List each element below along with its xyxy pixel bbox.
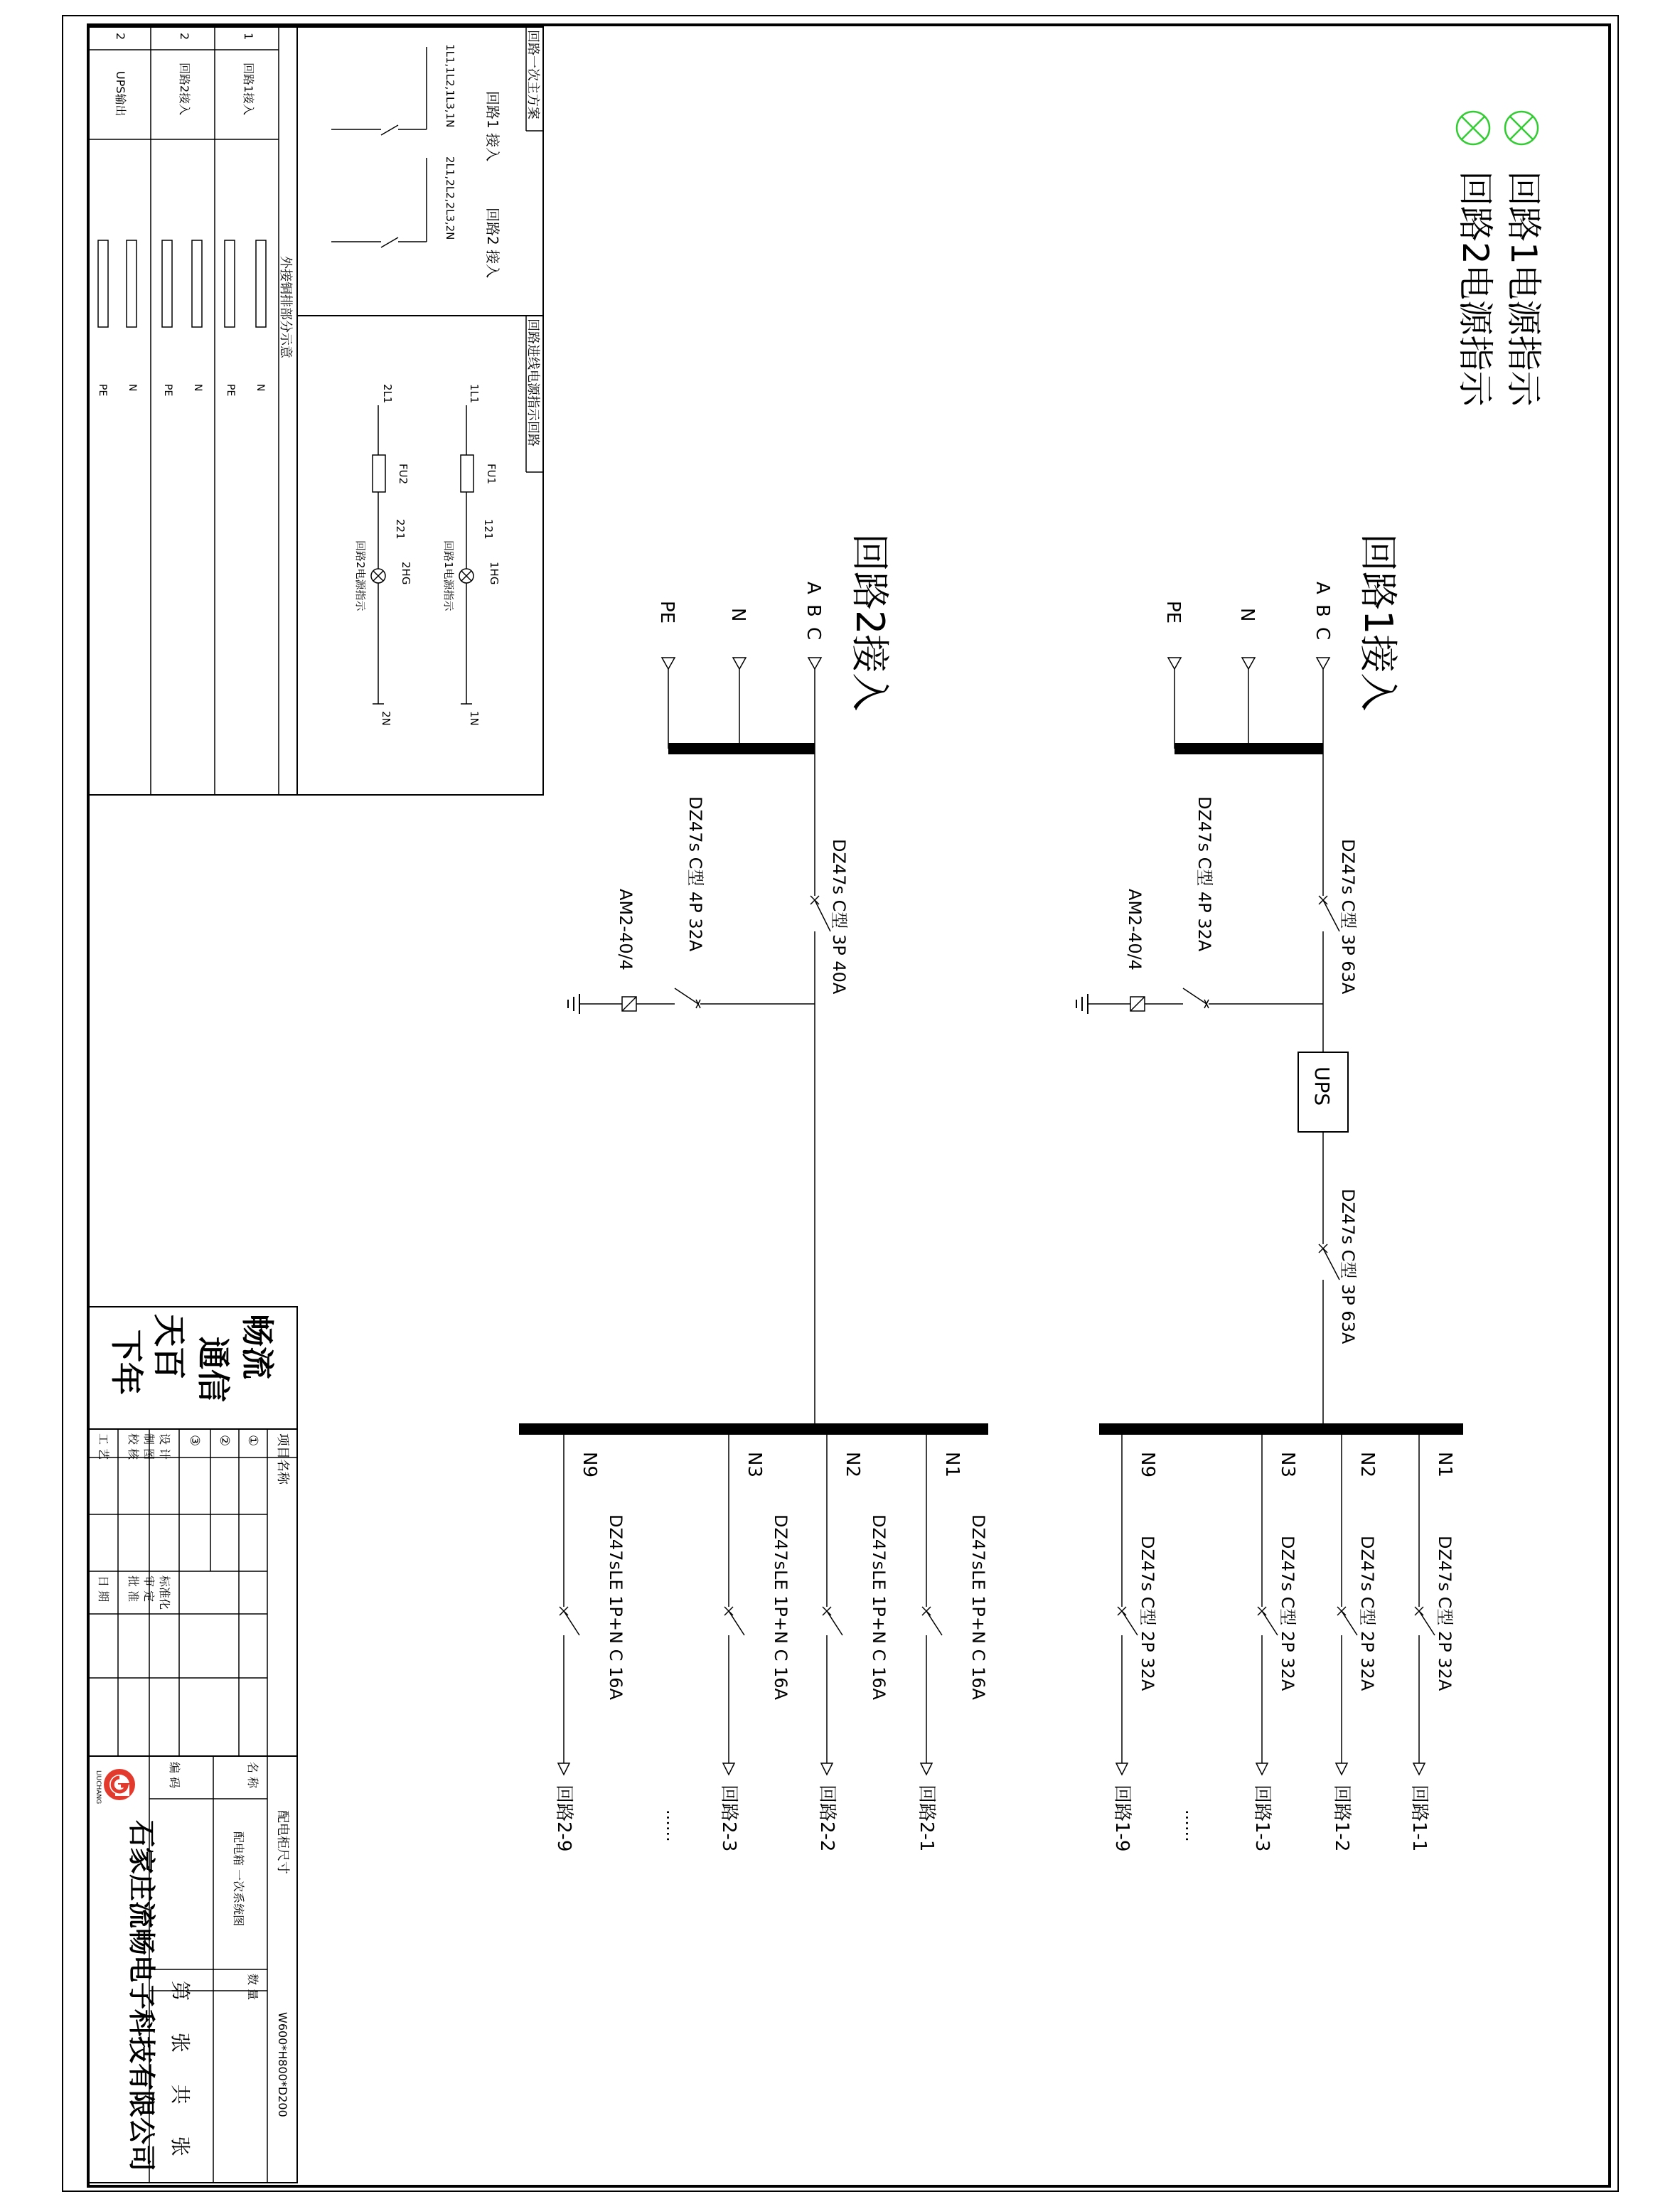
terminal-row2-no: 2 [178, 33, 191, 41]
branch-breaker-label: DZ47s C型 2P 32A [1278, 1536, 1298, 1691]
fuse-1-icon [461, 455, 473, 492]
busbar-icon [192, 240, 202, 327]
tb-c2: ② [217, 1435, 232, 1447]
circuit-2-spd-breaker-icon [636, 988, 700, 1008]
tb-cabinet-size: 配电柜尺寸 [275, 1810, 290, 1874]
ind-row2-src: 2L1 [381, 384, 394, 404]
ind-row1-desc: 回路1电源指示 [442, 540, 455, 611]
scheme-box-title: 回路一次主方案 [525, 30, 540, 119]
circuit-1-ellipsis: ...... [1182, 1809, 1202, 1842]
branch-id: N9 [1137, 1452, 1158, 1477]
circuit-2-branch-n2 [816, 1429, 889, 1851]
circuit-1 [1076, 533, 1463, 1851]
branch-output-label: 回路2-3 [718, 1785, 739, 1852]
branch-id: N1 [1434, 1452, 1455, 1477]
branch-breaker-label: DZ47s C型 2P 32A [1357, 1536, 1377, 1691]
terminal-row3-t1: N [127, 384, 138, 392]
inner-frame [88, 25, 1610, 2186]
circuit-2-pe-label: PE [656, 601, 678, 624]
lamp-2-icon [371, 569, 385, 583]
terminal-row3-no: 2 [114, 33, 127, 41]
circuit-1-ups-breaker-icon [1319, 1244, 1339, 1429]
tb-approve: 批 准 [127, 1576, 140, 1603]
tb-project-name: 项目名称 [275, 1433, 290, 1485]
indicator-lamp-1-icon [1505, 112, 1538, 144]
tb-design: 设 计 [158, 1433, 171, 1460]
tb-review: 审 定 [142, 1576, 156, 1603]
circuit-1-pe-label: PE [1162, 601, 1184, 624]
circuit-2-spd-breaker-label: DZ47s C型 4P 32A [685, 796, 705, 952]
tb-qty: 数 量 [246, 1974, 260, 2001]
tb-dimension: W600*H800*D200 [276, 2012, 289, 2117]
ind-row2-ret: 2N [380, 711, 392, 726]
ind-row1-src: 1L1 [468, 384, 481, 404]
ind-row1-lamp: 1HG [488, 562, 501, 585]
circuit-1-branch-n9 [1111, 1429, 1158, 1851]
branch-id: N3 [1277, 1452, 1298, 1477]
circuit-2-branch-n1 [916, 1429, 988, 1851]
branch-id: N9 [579, 1452, 600, 1477]
busbar-icon [127, 240, 137, 327]
ind-row2-desc: 回路2电源指示 [354, 540, 367, 611]
circuit-1-ups-breaker-label: DZ47s C型 3P 63A [1338, 1189, 1358, 1344]
circuit-2-ground-icon [568, 994, 579, 1014]
tb-standard: 标准化 [158, 1576, 171, 1610]
circuit-2-phase-a: A [803, 582, 824, 594]
busbar-icon [256, 240, 266, 327]
busbar-icon [162, 240, 172, 327]
branch-breaker-label: DZ47s C型 2P 32A [1138, 1536, 1157, 1691]
ind-row1-ret: 1N [468, 711, 481, 726]
branch-output-label: 回路1-1 [1408, 1785, 1430, 1852]
circuit-2-title: 回路2接入 [847, 533, 892, 712]
circuit-2-main-breaker-icon [810, 896, 830, 1429]
circuit-2-main-breaker-label: DZ47s C型 3P 40A [829, 839, 849, 995]
circuit-2-terminal-abc-icon [808, 658, 821, 669]
terminal-table [88, 27, 297, 795]
scheme-switch-2-icon [331, 237, 427, 247]
circuit-2-branch-n9 [553, 1429, 626, 1851]
indicator-label-1: 回路1电源指示 [1503, 171, 1544, 407]
tb-drawing-name: 配电箱 一次系统图 [232, 1831, 245, 1927]
branch-breaker-label: DZ47sLE 1P+N C 16A [771, 1514, 791, 1700]
circuit-2-n-label: N [727, 608, 749, 622]
circuit-1-n-label: N [1236, 608, 1258, 622]
fuse-2-icon [373, 455, 385, 492]
ind-row1-fuse: FU1 [485, 464, 498, 485]
branch-breaker-label: DZ47sLE 1P+N C 16A [606, 1514, 626, 1700]
branch-id: N3 [744, 1452, 765, 1477]
terminal-row3-t2: PE [97, 384, 108, 397]
scheme-c2-terms: 2L1,2L2,2L3,2N [444, 156, 456, 240]
scheme-c2-label: 回路2 接入 [484, 208, 501, 279]
logo-calligraphy-4: 下年 [107, 1330, 146, 1395]
circuit-1-branch-n1 [1408, 1429, 1455, 1851]
indicator-lamp-2-icon [1457, 112, 1489, 144]
title-block [88, 1307, 297, 2183]
branch-output-label: 回路1-9 [1111, 1785, 1133, 1852]
tb-sheet: 第 张 共 张 [168, 1981, 192, 2169]
circuit-1-spd-label: AM2-40/4 [1125, 889, 1145, 970]
branch-id: N2 [1357, 1452, 1378, 1477]
circuit-1-spd-breaker-icon [1145, 988, 1209, 1008]
circuit-2-phase-b: B [803, 604, 824, 617]
circuit-1-phase-c: C [1312, 627, 1333, 641]
ind-row2-fuse: FU2 [397, 464, 410, 485]
terminal-row2-name: 回路2接入 [178, 63, 191, 116]
branch-output-label: 回路2-2 [816, 1785, 838, 1852]
busbar-icon [98, 240, 108, 327]
circuit-2-spd-icon [579, 997, 636, 1011]
branch-breaker-label: DZ47sLE 1P+N C 16A [869, 1514, 889, 1700]
circuit-1-terminal-n-icon [1242, 658, 1255, 669]
busbar-icon [225, 240, 235, 327]
circuit-1-spd-breaker-label: DZ47s C型 4P 32A [1194, 796, 1214, 952]
tb-check: 校 核 [127, 1433, 140, 1460]
circuit-1-branch-n2 [1331, 1429, 1378, 1851]
circuit-1-main-breaker-icon [1319, 896, 1339, 1052]
branch-output-label: 回路1-3 [1251, 1785, 1273, 1852]
terminal-row1-name: 回路1接入 [242, 63, 255, 116]
branch-id: N2 [842, 1452, 863, 1477]
circuit-1-phase-b: B [1312, 604, 1333, 617]
circuit-2-branch-n3 [718, 1429, 791, 1851]
indicator-box-title: 回路进线电源指示回路 [525, 319, 540, 446]
branch-output-label: 回路2-9 [553, 1785, 574, 1852]
circuit-2-spd-label: AM2-40/4 [616, 889, 636, 970]
lamp-1-icon [459, 569, 473, 583]
circuit-2-terminal-n-icon [733, 658, 746, 669]
branch-breaker-label: DZ47sLE 1P+N C 16A [968, 1514, 988, 1700]
branch-output-label: 回路2-1 [916, 1785, 937, 1852]
tb-date: 日 期 [97, 1576, 110, 1603]
terminal-row1-t1: N [255, 384, 266, 392]
circuit-2-phase-c: C [803, 627, 824, 641]
scheme-c1-terms: 1L1,1L2,1L3,1N [444, 44, 456, 128]
terminal-row1-t2: PE [225, 384, 236, 397]
circuit-1-spd-icon [1088, 997, 1145, 1011]
indicator-label-2: 回路2电源指示 [1455, 171, 1496, 407]
terminal-row3-name: UPS输出 [114, 71, 127, 117]
tb-c3: ③ [187, 1435, 202, 1447]
scheme-box [297, 27, 543, 316]
tb-company: 石家庄流畅电子科技有限公司 [126, 1820, 157, 2172]
tb-c1: ① [245, 1435, 260, 1447]
circuit-1-title: 回路1接入 [1356, 533, 1401, 712]
terminal-row2-t2: PE [162, 384, 173, 397]
ind-row1-wire: 121 [482, 519, 495, 540]
scheme-c1-label: 回路1 接入 [484, 91, 501, 162]
circuit-1-ground-icon [1076, 994, 1088, 1014]
ind-row2-wire: 221 [394, 519, 407, 540]
tb-draw: 制 图 [142, 1433, 156, 1460]
circuit-1-phase-a: A [1312, 582, 1333, 594]
terminal-table-title: 外接铜排部分示意 [278, 256, 293, 358]
ups-label: UPS [1310, 1066, 1334, 1106]
tb-craft: 工 艺 [97, 1433, 110, 1460]
circuit-2-ellipsis: ...... [663, 1809, 683, 1842]
power-indicators [1455, 112, 1544, 407]
indicator-circuit-box [297, 316, 543, 795]
terminal-row2-t1: N [192, 384, 203, 392]
circuit-1-terminal-abc-icon [1317, 658, 1329, 669]
ind-row2-lamp: 2HG [400, 562, 412, 585]
circuit-2 [519, 533, 988, 1851]
circuit-1-branch-n3 [1251, 1429, 1298, 1851]
logo-calligraphy-1: 畅流 [238, 1314, 277, 1379]
tb-company-en: LIUCHANG [95, 1770, 102, 1804]
scheme-switch-1-icon [331, 125, 427, 135]
company-logo-icon [104, 1769, 135, 1800]
tb-name: 名 称 [246, 1762, 260, 1789]
branch-breaker-label: DZ47s C型 2P 32A [1435, 1536, 1455, 1691]
logo-calligraphy-3: 天百 [150, 1314, 188, 1379]
tb-code: 编 码 [168, 1762, 181, 1789]
circuit-2-terminal-pe-icon [662, 658, 675, 669]
branch-id: N1 [941, 1452, 963, 1477]
circuit-1-terminal-pe-icon [1168, 658, 1181, 669]
outer-frame [63, 16, 1618, 2191]
terminal-row1-no: 1 [242, 33, 255, 41]
logo-calligraphy-2: 通信 [194, 1337, 232, 1402]
branch-output-label: 回路1-2 [1331, 1785, 1352, 1852]
circuit-1-main-breaker-label: DZ47s C型 3P 63A [1338, 839, 1358, 995]
